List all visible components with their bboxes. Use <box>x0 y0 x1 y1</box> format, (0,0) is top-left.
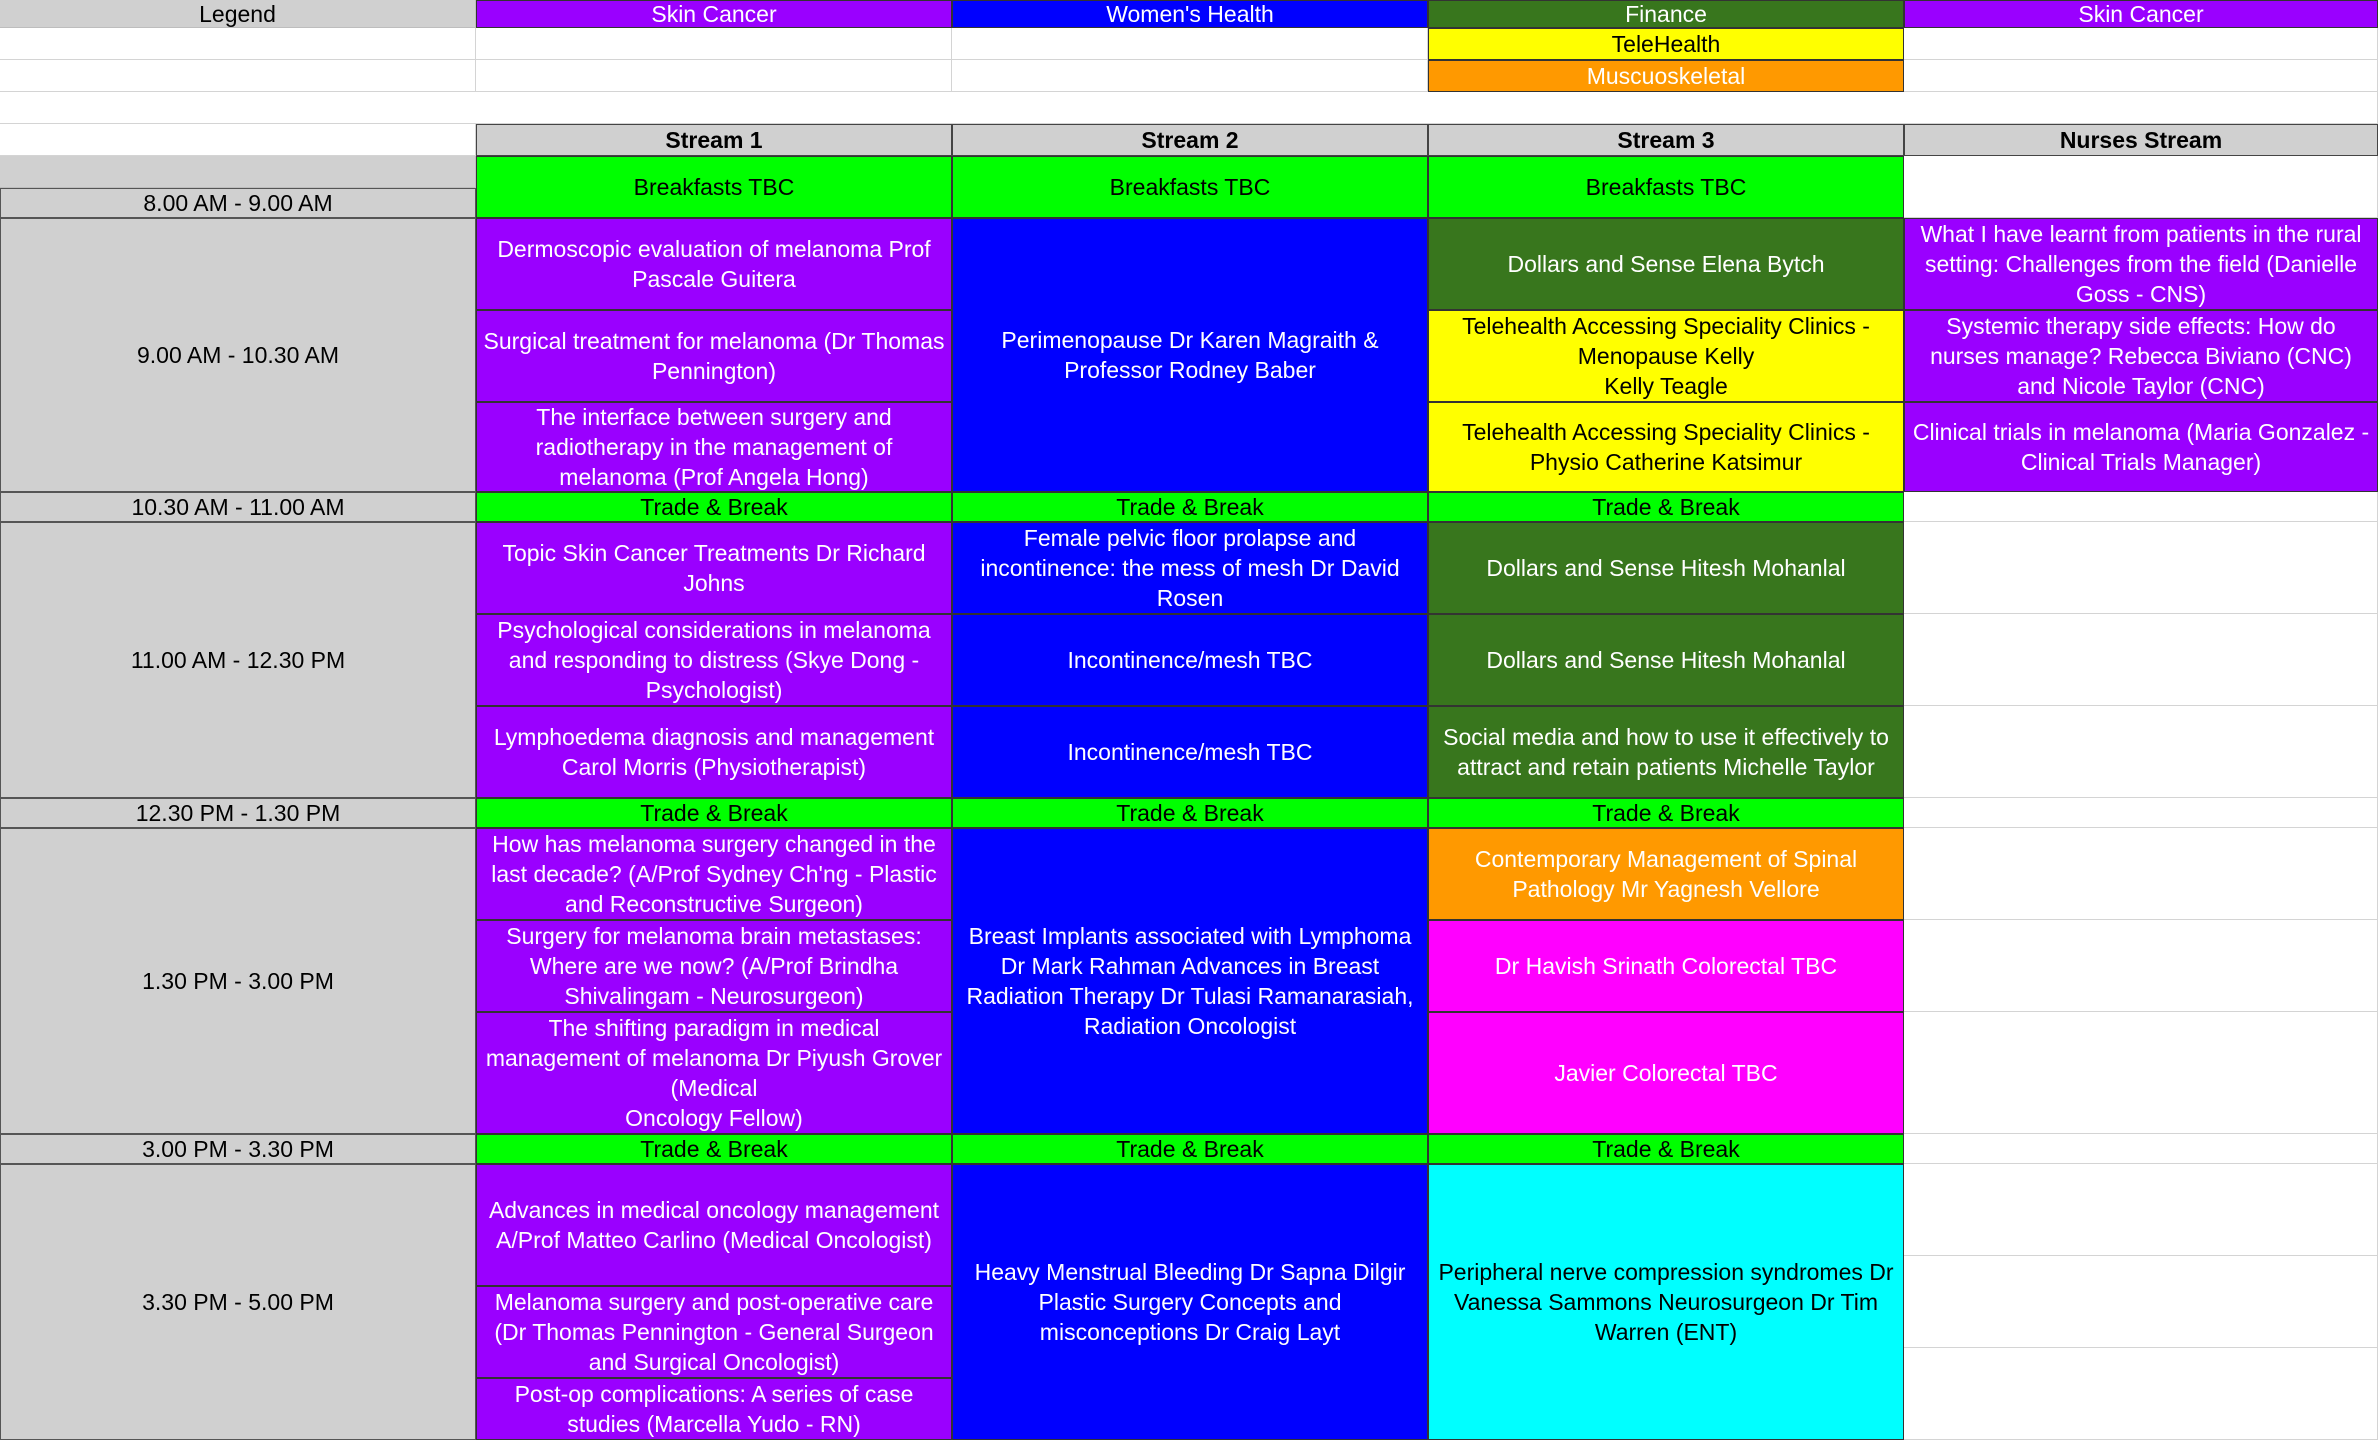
empty-cell[interactable] <box>1904 1348 2378 1440</box>
break-s2[interactable]: Trade & Break <box>952 492 1428 522</box>
breakfast-stream-1[interactable]: Breakfasts TBC <box>476 156 952 218</box>
empty-cell[interactable] <box>1904 1012 2378 1134</box>
session-s1-dermoscopic[interactable]: Dermoscopic evaluation of melanoma Prof Pascale Guitera <box>476 218 952 310</box>
empty-cell[interactable] <box>1904 492 2378 522</box>
time-spacer[interactable] <box>0 156 476 188</box>
session-s2-incontinence-2[interactable]: Incontinence/mesh TBC <box>952 706 1428 798</box>
break-s1[interactable]: Trade & Break <box>476 492 952 522</box>
session-s1-shifting-paradigm[interactable]: The shifting paradigm in medical management of melanoma Dr Piyush Grover (Medical Oncology Fellow) <box>476 1012 952 1134</box>
time-slot-3[interactable]: 10.30 AM - 11.00 AM <box>0 492 476 522</box>
session-s1-skin-cancer-treatments[interactable]: Topic Skin Cancer Treatments Dr Richard Johns <box>476 522 952 614</box>
empty-cell[interactable] <box>1904 1164 2378 1256</box>
time-slot-6[interactable]: 1.30 PM - 3.00 PM <box>0 828 476 1134</box>
break-s3[interactable]: Trade & Break <box>1428 1134 1904 1164</box>
time-slot-1[interactable]: 8.00 AM - 9.00 AM <box>0 188 476 218</box>
header-stream-2[interactable]: Stream 2 <box>952 124 1428 156</box>
session-s3-telehealth-menopause[interactable]: Telehealth Accessing Speciality Clinics - Menopause Kelly Kelly Teagle <box>1428 310 1904 402</box>
session-s1-lymphoedema[interactable]: Lymphoedema diagnosis and management Carol Morris (Physiotherapist) <box>476 706 952 798</box>
session-s3-dollars-sense-3[interactable]: Dollars and Sense Hitesh Mohanlal <box>1428 614 1904 706</box>
session-s1-post-op-complications[interactable]: Post-op complications: A series of case studies (Marcella Yudo - RN) <box>476 1378 952 1440</box>
break-s1[interactable]: Trade & Break <box>476 798 952 828</box>
legend-skin-cancer-2[interactable]: Skin Cancer <box>1904 0 2378 28</box>
session-s2-breast-implants[interactable]: Breast Implants associated with Lymphoma Dr Mark Rahman Advances in Breast Radiation Therapy Dr Tulasi Ramanarasiah, Radiation Oncologist <box>952 828 1428 1134</box>
time-slot-5[interactable]: 12.30 PM - 1.30 PM <box>0 798 476 828</box>
session-s3-dollars-sense[interactable]: Dollars and Sense Elena Bytch <box>1428 218 1904 310</box>
legend-telehealth[interactable]: TeleHealth <box>1428 28 1904 60</box>
session-nurses-clinical-trials[interactable]: Clinical trials in melanoma (Maria Gonzalez - Clinical Trials Manager) <box>1904 402 2378 492</box>
break-s3[interactable]: Trade & Break <box>1428 492 1904 522</box>
session-s3-colorectal-srinath[interactable]: Dr Havish Srinath Colorectal TBC <box>1428 920 1904 1012</box>
session-s1-medical-oncology[interactable]: Advances in medical oncology management A/Prof Matteo Carlino (Medical Oncologist) <box>476 1164 952 1286</box>
empty-cell[interactable] <box>1904 28 2378 60</box>
break-s2[interactable]: Trade & Break <box>952 798 1428 828</box>
legend-womens-health[interactable]: Women's Health <box>952 0 1428 28</box>
empty-cell[interactable] <box>476 60 952 92</box>
empty-cell[interactable] <box>1904 828 2378 920</box>
empty-cell[interactable] <box>1904 614 2378 706</box>
session-s3-telehealth-physio[interactable]: Telehealth Accessing Speciality Clinics - Physio Catherine Katsimur <box>1428 402 1904 492</box>
time-slot-2[interactable]: 9.00 AM - 10.30 AM <box>0 218 476 492</box>
empty-cell[interactable] <box>1904 1134 2378 1164</box>
session-s3-social-media[interactable]: Social media and how to use it effectively to attract and retain patients Michelle Taylor <box>1428 706 1904 798</box>
session-s1-psychological[interactable]: Psychological considerations in melanoma and responding to distress (Skye Dong - Psychologist) <box>476 614 952 706</box>
time-slot-4[interactable]: 11.00 AM - 12.30 PM <box>0 522 476 798</box>
empty-cell[interactable] <box>1904 706 2378 798</box>
empty-cell[interactable] <box>1904 798 2378 828</box>
empty-cell[interactable] <box>476 28 952 60</box>
session-s2-heavy-menstrual[interactable]: Heavy Menstrual Bleeding Dr Sapna Dilgir Plastic Surgery Concepts and misconceptions Dr Craig Layt <box>952 1164 1428 1440</box>
empty-cell[interactable] <box>952 60 1428 92</box>
breakfast-stream-2[interactable]: Breakfasts TBC <box>952 156 1428 218</box>
time-slot-7[interactable]: 3.00 PM - 3.30 PM <box>0 1134 476 1164</box>
session-s1-melanoma-surgery-changed[interactable]: How has melanoma surgery changed in the last decade? (A/Prof Sydney Ch'ng - Plastic and Reconstructive Surgeon) <box>476 828 952 920</box>
time-slot-8[interactable]: 3.30 PM - 5.00 PM <box>0 1164 476 1440</box>
session-s3-peripheral-nerve[interactable]: Peripheral nerve compression syndromes Dr Vanessa Sammons Neurosurgeon Dr Tim Warren (ENT) <box>1428 1164 1904 1440</box>
empty-cell[interactable] <box>1904 60 2378 92</box>
session-s1-brain-metastases[interactable]: Surgery for melanoma brain metastases: Where are we now? (A/Prof Brindha Shivalingam - Neurosurgeon) <box>476 920 952 1012</box>
session-s3-spinal-pathology[interactable]: Contemporary Management of Spinal Pathology Mr Yagnesh Vellore <box>1428 828 1904 920</box>
session-s2-perimenopause[interactable]: Perimenopause Dr Karen Magraith & Professor Rodney Baber <box>952 218 1428 492</box>
empty-cell[interactable] <box>1904 522 2378 614</box>
empty-cell[interactable] <box>0 60 476 92</box>
session-s1-post-operative-care[interactable]: Melanoma surgery and post-operative care (Dr Thomas Pennington - General Surgeon and Surgical Oncologist) <box>476 1286 952 1378</box>
session-s2-pelvic-floor[interactable]: Female pelvic floor prolapse and incontinence: the mess of mesh Dr David Rosen <box>952 522 1428 614</box>
session-nurses-rural[interactable]: What I have learnt from patients in the rural setting: Challenges from the field (Danielle Goss - CNS) <box>1904 218 2378 310</box>
legend-musculoskeletal[interactable]: Muscuoskeletal <box>1428 60 1904 92</box>
break-s2[interactable]: Trade & Break <box>952 1134 1428 1164</box>
legend-label[interactable]: Legend <box>0 0 476 28</box>
empty-cell[interactable] <box>1904 920 2378 1012</box>
break-s3[interactable]: Trade & Break <box>1428 798 1904 828</box>
session-s2-incontinence-1[interactable]: Incontinence/mesh TBC <box>952 614 1428 706</box>
header-nurses-stream[interactable]: Nurses Stream <box>1904 124 2378 156</box>
header-stream-3[interactable]: Stream 3 <box>1428 124 1904 156</box>
empty-cell[interactable] <box>0 124 476 156</box>
session-nurses-systemic[interactable]: Systemic therapy side effects: How do nurses manage? Rebecca Biviano (CNC) and Nicole Taylor (CNC) <box>1904 310 2378 402</box>
header-stream-1[interactable]: Stream 1 <box>476 124 952 156</box>
empty-row[interactable] <box>0 92 2378 124</box>
session-s3-colorectal-javier[interactable]: Javier Colorectal TBC <box>1428 1012 1904 1134</box>
empty-cell[interactable] <box>0 28 476 60</box>
session-s1-surgery-radiotherapy[interactable]: The interface between surgery and radiotherapy in the management of melanoma (Prof Angela Hong) <box>476 402 952 492</box>
session-s3-dollars-sense-2[interactable]: Dollars and Sense Hitesh Mohanlal <box>1428 522 1904 614</box>
session-s1-surgical-treatment[interactable]: Surgical treatment for melanoma (Dr Thomas Pennington) <box>476 310 952 402</box>
empty-cell[interactable] <box>952 28 1428 60</box>
breakfast-stream-3[interactable]: Breakfasts TBC <box>1428 156 1904 218</box>
empty-cell[interactable] <box>1904 1256 2378 1348</box>
legend-skin-cancer[interactable]: Skin Cancer <box>476 0 952 28</box>
legend-finance[interactable]: Finance <box>1428 0 1904 28</box>
empty-cell[interactable] <box>1904 156 2378 218</box>
break-s1[interactable]: Trade & Break <box>476 1134 952 1164</box>
